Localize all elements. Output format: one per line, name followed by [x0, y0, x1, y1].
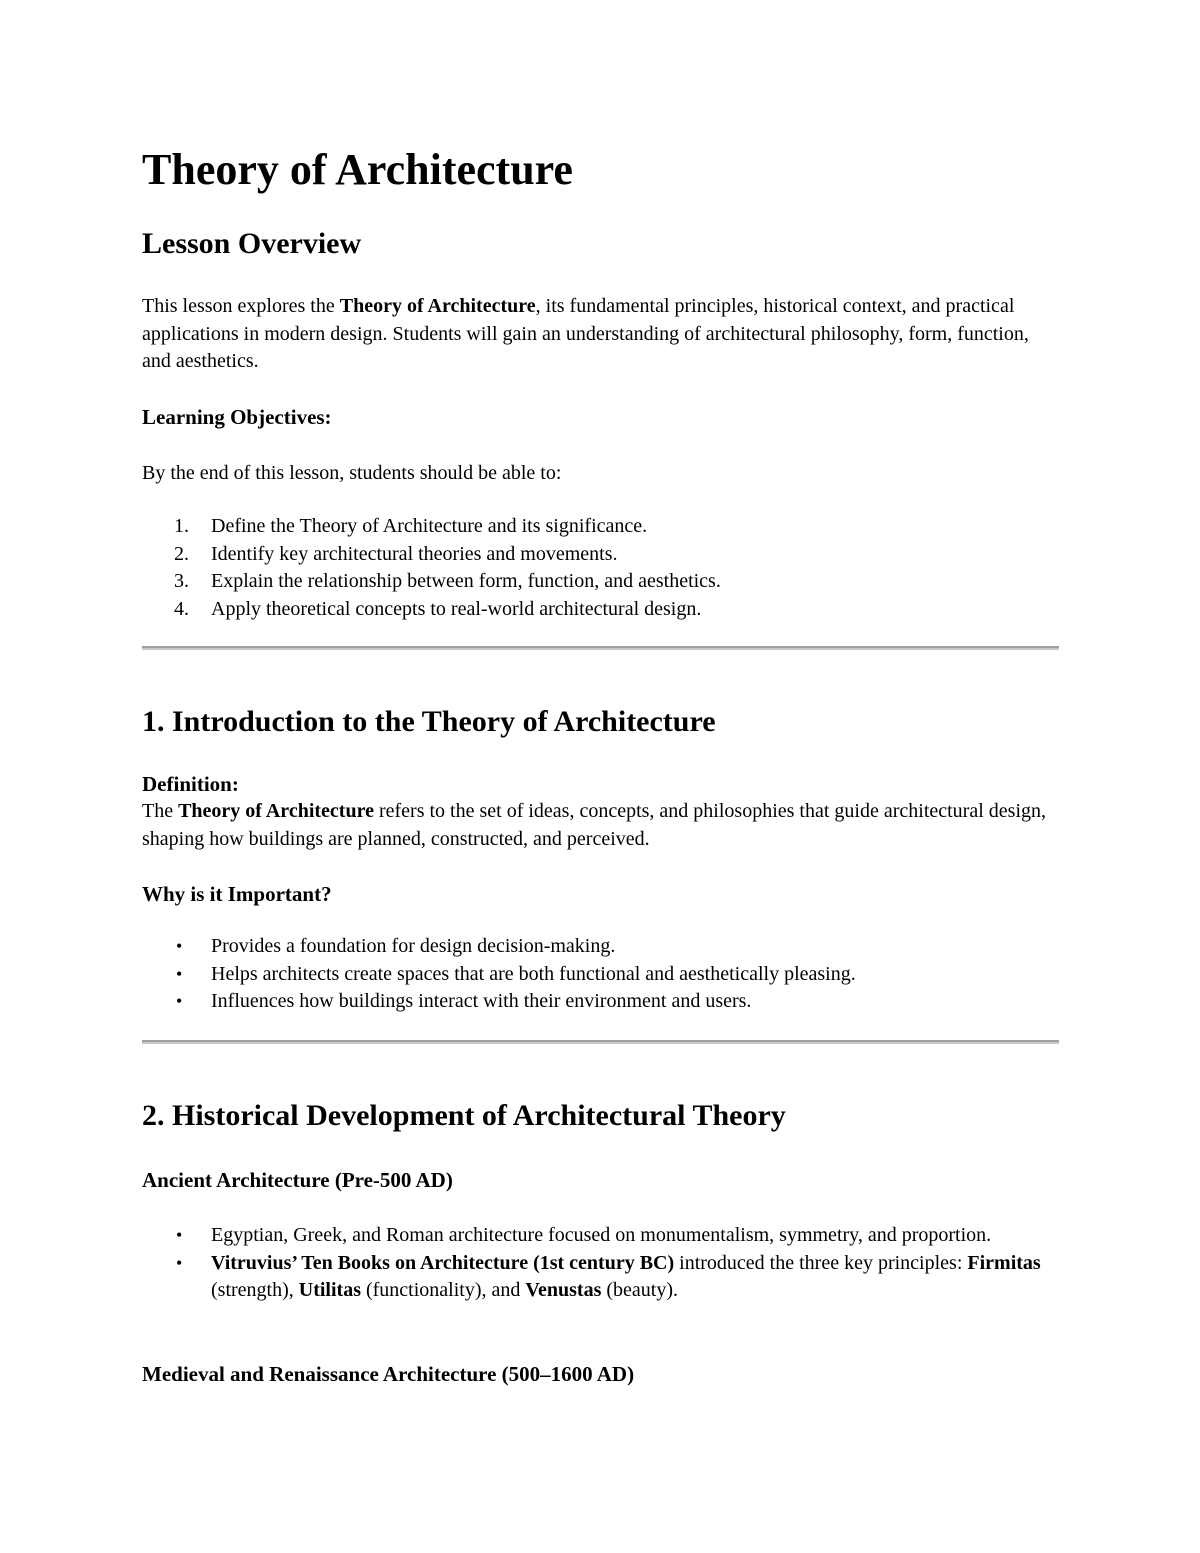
bold-term: Theory of Architecture [178, 800, 374, 822]
definition-label: Definition: [142, 772, 239, 796]
list-item: • Vitruvius’ Ten Books on Architecture (1st century BC) introduced the three key principles: Firmitas (strength), Utilitas (functionality), and Venustas (beauty). [176, 1251, 1041, 1301]
horizontal-divider [142, 646, 1059, 650]
list-item: • Helps architects create spaces that are both functional and aesthetically pleasing. [142, 961, 1057, 989]
list-item: • Egyptian, Greek, and Roman architecture focused on monumentalism, symmetry, and proportion. [142, 1222, 1057, 1250]
list-item: • Influences how buildings interact with their environment and users. [142, 988, 1057, 1016]
learning-objectives-heading: Learning Objectives: [142, 405, 332, 429]
ancient-architecture-list [142, 1222, 1057, 1305]
list-item: • Provides a foundation for design decision-making. [142, 933, 1057, 961]
list-item: 4. Apply theoretical concepts to real-world architectural design. [174, 597, 702, 620]
bullet-icon: • [176, 936, 183, 956]
section-2-heading: 2. Historical Development of Architectural Theory [142, 1099, 786, 1132]
bullet-icon: • [176, 991, 183, 1011]
document-title: Theory of Architecture [142, 145, 573, 194]
section-1-heading: 1. Introduction to the Theory of Architecture [142, 705, 716, 738]
bullet-icon: • [176, 1225, 183, 1245]
medieval-renaissance-heading: Medieval and Renaissance Architecture (500–1600 AD) [142, 1362, 635, 1386]
lesson-overview-heading: Lesson Overview [142, 227, 362, 260]
importance-list [142, 933, 1057, 1016]
horizontal-divider [142, 1040, 1059, 1044]
objectives-intro: By the end of this lesson, students should be able to: [142, 462, 562, 484]
list-item: 2. Identify key architectural theories and movements. [174, 542, 618, 565]
definition-paragraph: The Theory of Architecture refers to the set of ideas, concepts, and philosophies that guide architectural design, shaping how buildings are planned, constructed, and perceived. [142, 800, 1046, 850]
bullet-icon: • [176, 963, 183, 984]
bullet-icon: • [176, 1252, 183, 1273]
objectives-list [142, 513, 1057, 623]
list-item: 1. Define the Theory of Architecture and its significance. [174, 515, 648, 537]
ancient-architecture-heading: Ancient Architecture (Pre-500 AD) [142, 1168, 453, 1192]
importance-heading: Why is it Important? [142, 882, 332, 906]
list-item: 3. Explain the relationship between form, function, and aesthetics. [174, 570, 721, 592]
overview-paragraph: This lesson explores the Theory of Architecture, its fundamental principles, historical context, and practical applications in modern design. Students will gain an understanding of architectural philosophy, form, function, and aesthetics. [142, 295, 1029, 372]
bold-term: Theory of Architecture [339, 295, 536, 317]
